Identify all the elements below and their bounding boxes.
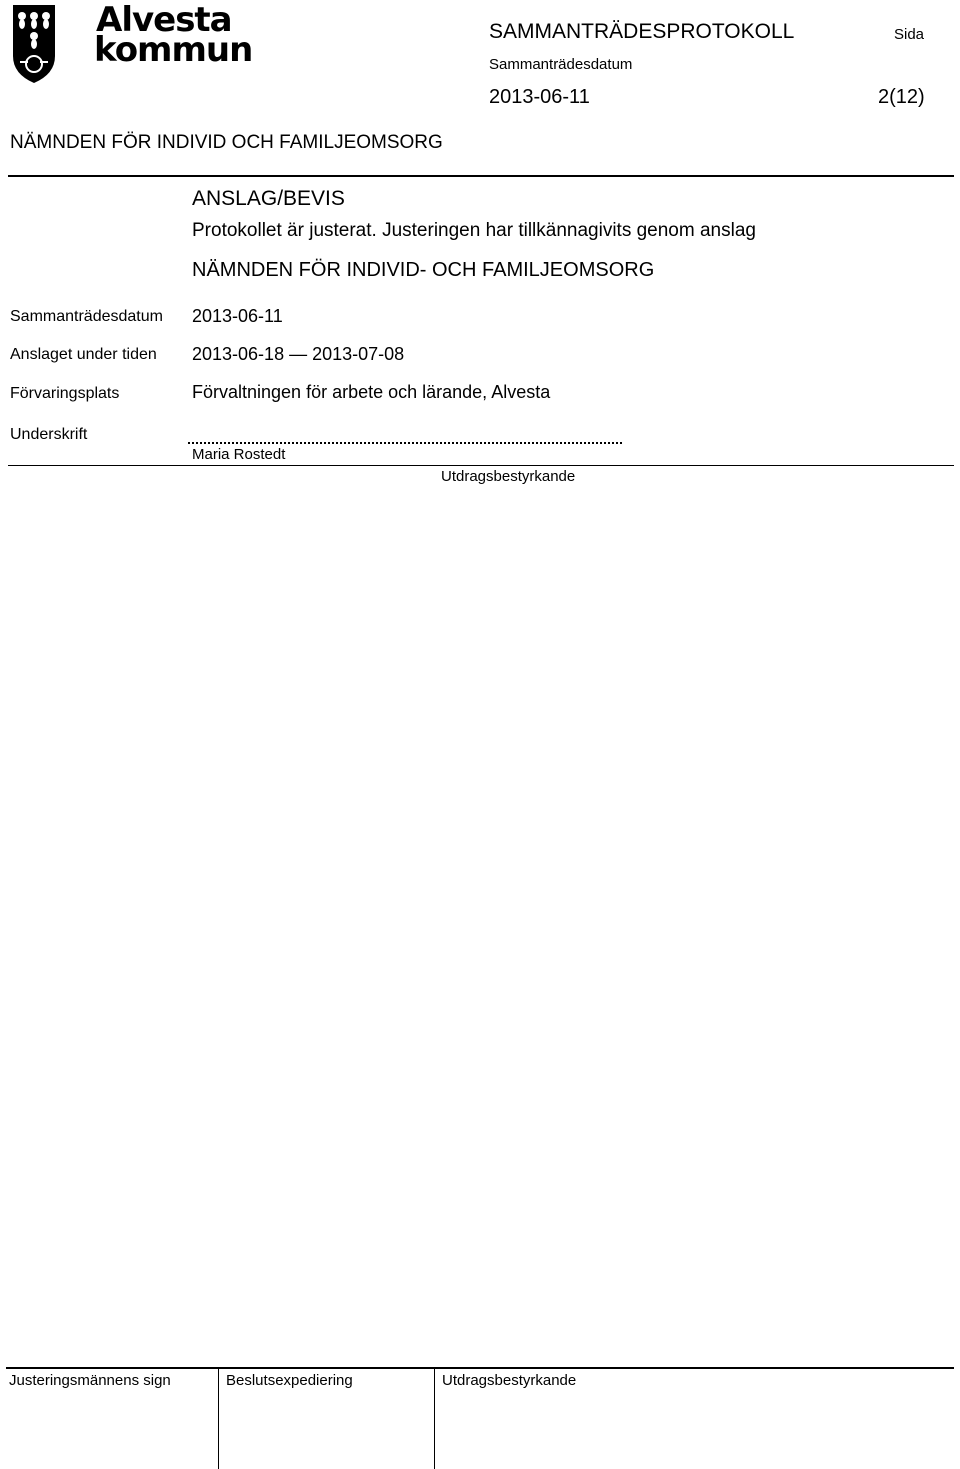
storage-location-label: Förvaringsplats [10,385,120,402]
meeting-date-row-value: 2013-06-11 [192,306,283,326]
posting-period-label: Anslaget under tiden [10,346,157,363]
footer-cell-label: Utdragsbestyrkande [442,1372,577,1389]
footer-cell-extract-certification [434,1369,955,1469]
signature-label: Underskrift [10,426,88,443]
storage-location-value: Förvaltningen för arbete och lärande, Alvesta [192,382,551,402]
page-label: Sida [894,26,925,43]
meeting-date: 2013-06-11 [489,86,590,108]
posting-period-value: 2013-06-18 — 2013-07-08 [192,344,405,364]
notice-divider [8,465,954,466]
footer-cell-label: Beslutsexpediering [226,1372,353,1389]
notice-text: Protokollet är justerat. Justeringen har tillkännagivits genom anslag [192,220,756,241]
document-type: SAMMANTRÄDESPROTOKOLL [489,20,795,43]
logo-wordmark-line1: Alvesta [96,0,232,40]
logo-wordmark-line2: kommun [94,30,253,70]
notice-committee: NÄMNDEN FÖR INDIVID- OCH FAMILJEOMSORG [192,259,655,281]
footer-signature-box [6,1367,954,1469]
footer-cell-adjusters-sign [6,1369,218,1469]
signer-name: Maria Rostedt [192,446,286,463]
meeting-date-row-label: Sammanträdesdatum [10,308,163,325]
extract-certification-label: Utdragsbestyrkande [441,468,576,485]
committee-name: NÄMNDEN FÖR INDIVID OCH FAMILJEOMSORG [10,132,443,153]
footer-cell-label: Justeringsmännens sign [9,1372,171,1389]
signature-line [188,442,622,444]
meeting-date-label: Sammanträdesdatum [489,56,633,73]
page-number: 2(12) [878,86,925,108]
footer-cell-dispatch [218,1369,435,1469]
municipality-crest-icon [12,4,56,84]
header-divider [8,175,954,177]
notice-title: ANSLAG/BEVIS [192,187,345,210]
